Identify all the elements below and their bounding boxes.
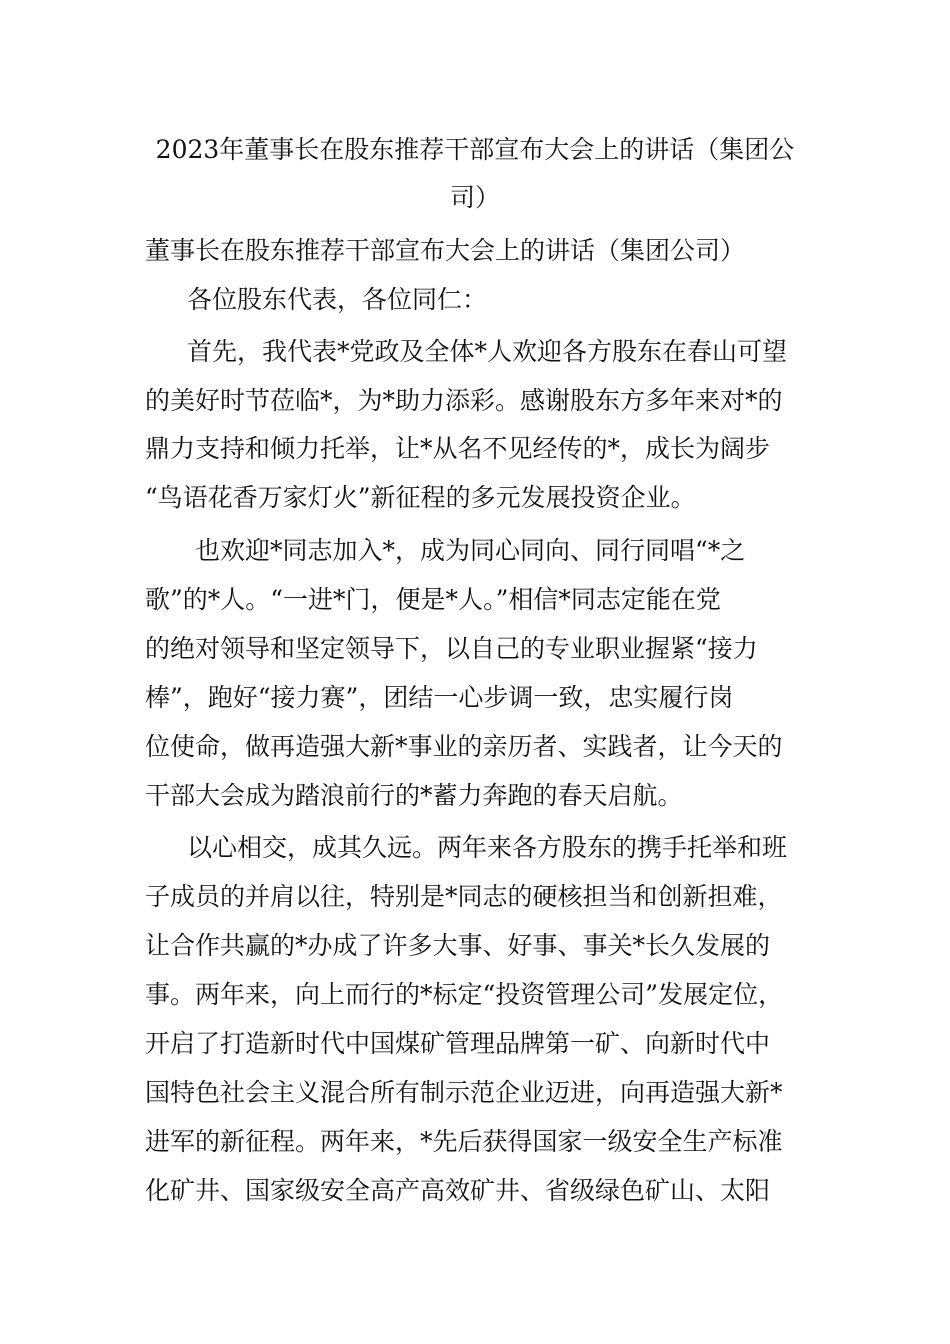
body-line: 进军的新征程。两年来，*先后获得国家一级安全生产标准 bbox=[145, 1127, 783, 1156]
body-line: 国特色社会主义混合所有制示范企业迈进，向再造强大新* bbox=[145, 1078, 783, 1107]
subtitle-line: 董事长在股东推荐干部宣布大会上的讲话（集团公司） bbox=[145, 236, 746, 265]
body-line: 化矿井、国家级安全高产高效矿井、省级绿色矿山、太阳 bbox=[145, 1176, 771, 1205]
body-line: 鼎力支持和倾力托举，让*从名不见经传的*，成长为阔步 bbox=[145, 434, 771, 463]
body-line: 棒”，跑好“接力赛”，团结一心步调一致，忠实履行岗 bbox=[145, 683, 734, 712]
salutation-line: 各位股东代表，各位同仁： bbox=[187, 285, 488, 314]
body-line: 的绝对领导和坚定领导下，以自己的专业职业握紧“接力 bbox=[145, 634, 758, 663]
body-line: 的美好时节莅临*，为*助力添彩。感谢股东方多年来对*的 bbox=[145, 386, 783, 415]
body-line: 让合作共赢的*办成了许多大事、好事、事关*长久发展的 bbox=[145, 931, 771, 960]
body-line: 事。两年来，向上而行的*标定“投资管理公司”发展定位， bbox=[145, 980, 784, 1009]
body-line: 开启了打造新时代中国煤矿管理品牌第一矿、向新时代中 bbox=[145, 1029, 771, 1058]
body-line: 以心相交，成其久远。两年来各方股东的携手托举和班 bbox=[187, 833, 788, 862]
body-line: 位使命，做再造强大新*事业的亲历者、实践者，让今天的 bbox=[145, 732, 783, 761]
body-line: 干部大会成为踏浪前行的*蓄力奔跑的春天启航。 bbox=[145, 781, 683, 810]
body-line: 也欢迎*同志加入*，成为同心同向、同行同唱“*之 bbox=[195, 536, 746, 565]
document-title-line-1: 2023年董事长在股东推荐干部宣布大会上的讲话（集团公 bbox=[155, 135, 795, 164]
body-line: 子成员的并肩以往，特别是*同志的硬核担当和创新担难， bbox=[145, 882, 783, 911]
body-line: 首先，我代表*党政及全体*人欢迎各方股东在春山可望 bbox=[187, 337, 788, 366]
body-line: 歌”的*人。“一进*门，便是*人。”相信*同志定能在党 bbox=[145, 585, 721, 614]
body-line: “鸟语花香万家灯火”新征程的多元发展投资企业。 bbox=[145, 483, 696, 512]
document-title-line-2: 司） bbox=[449, 183, 500, 212]
